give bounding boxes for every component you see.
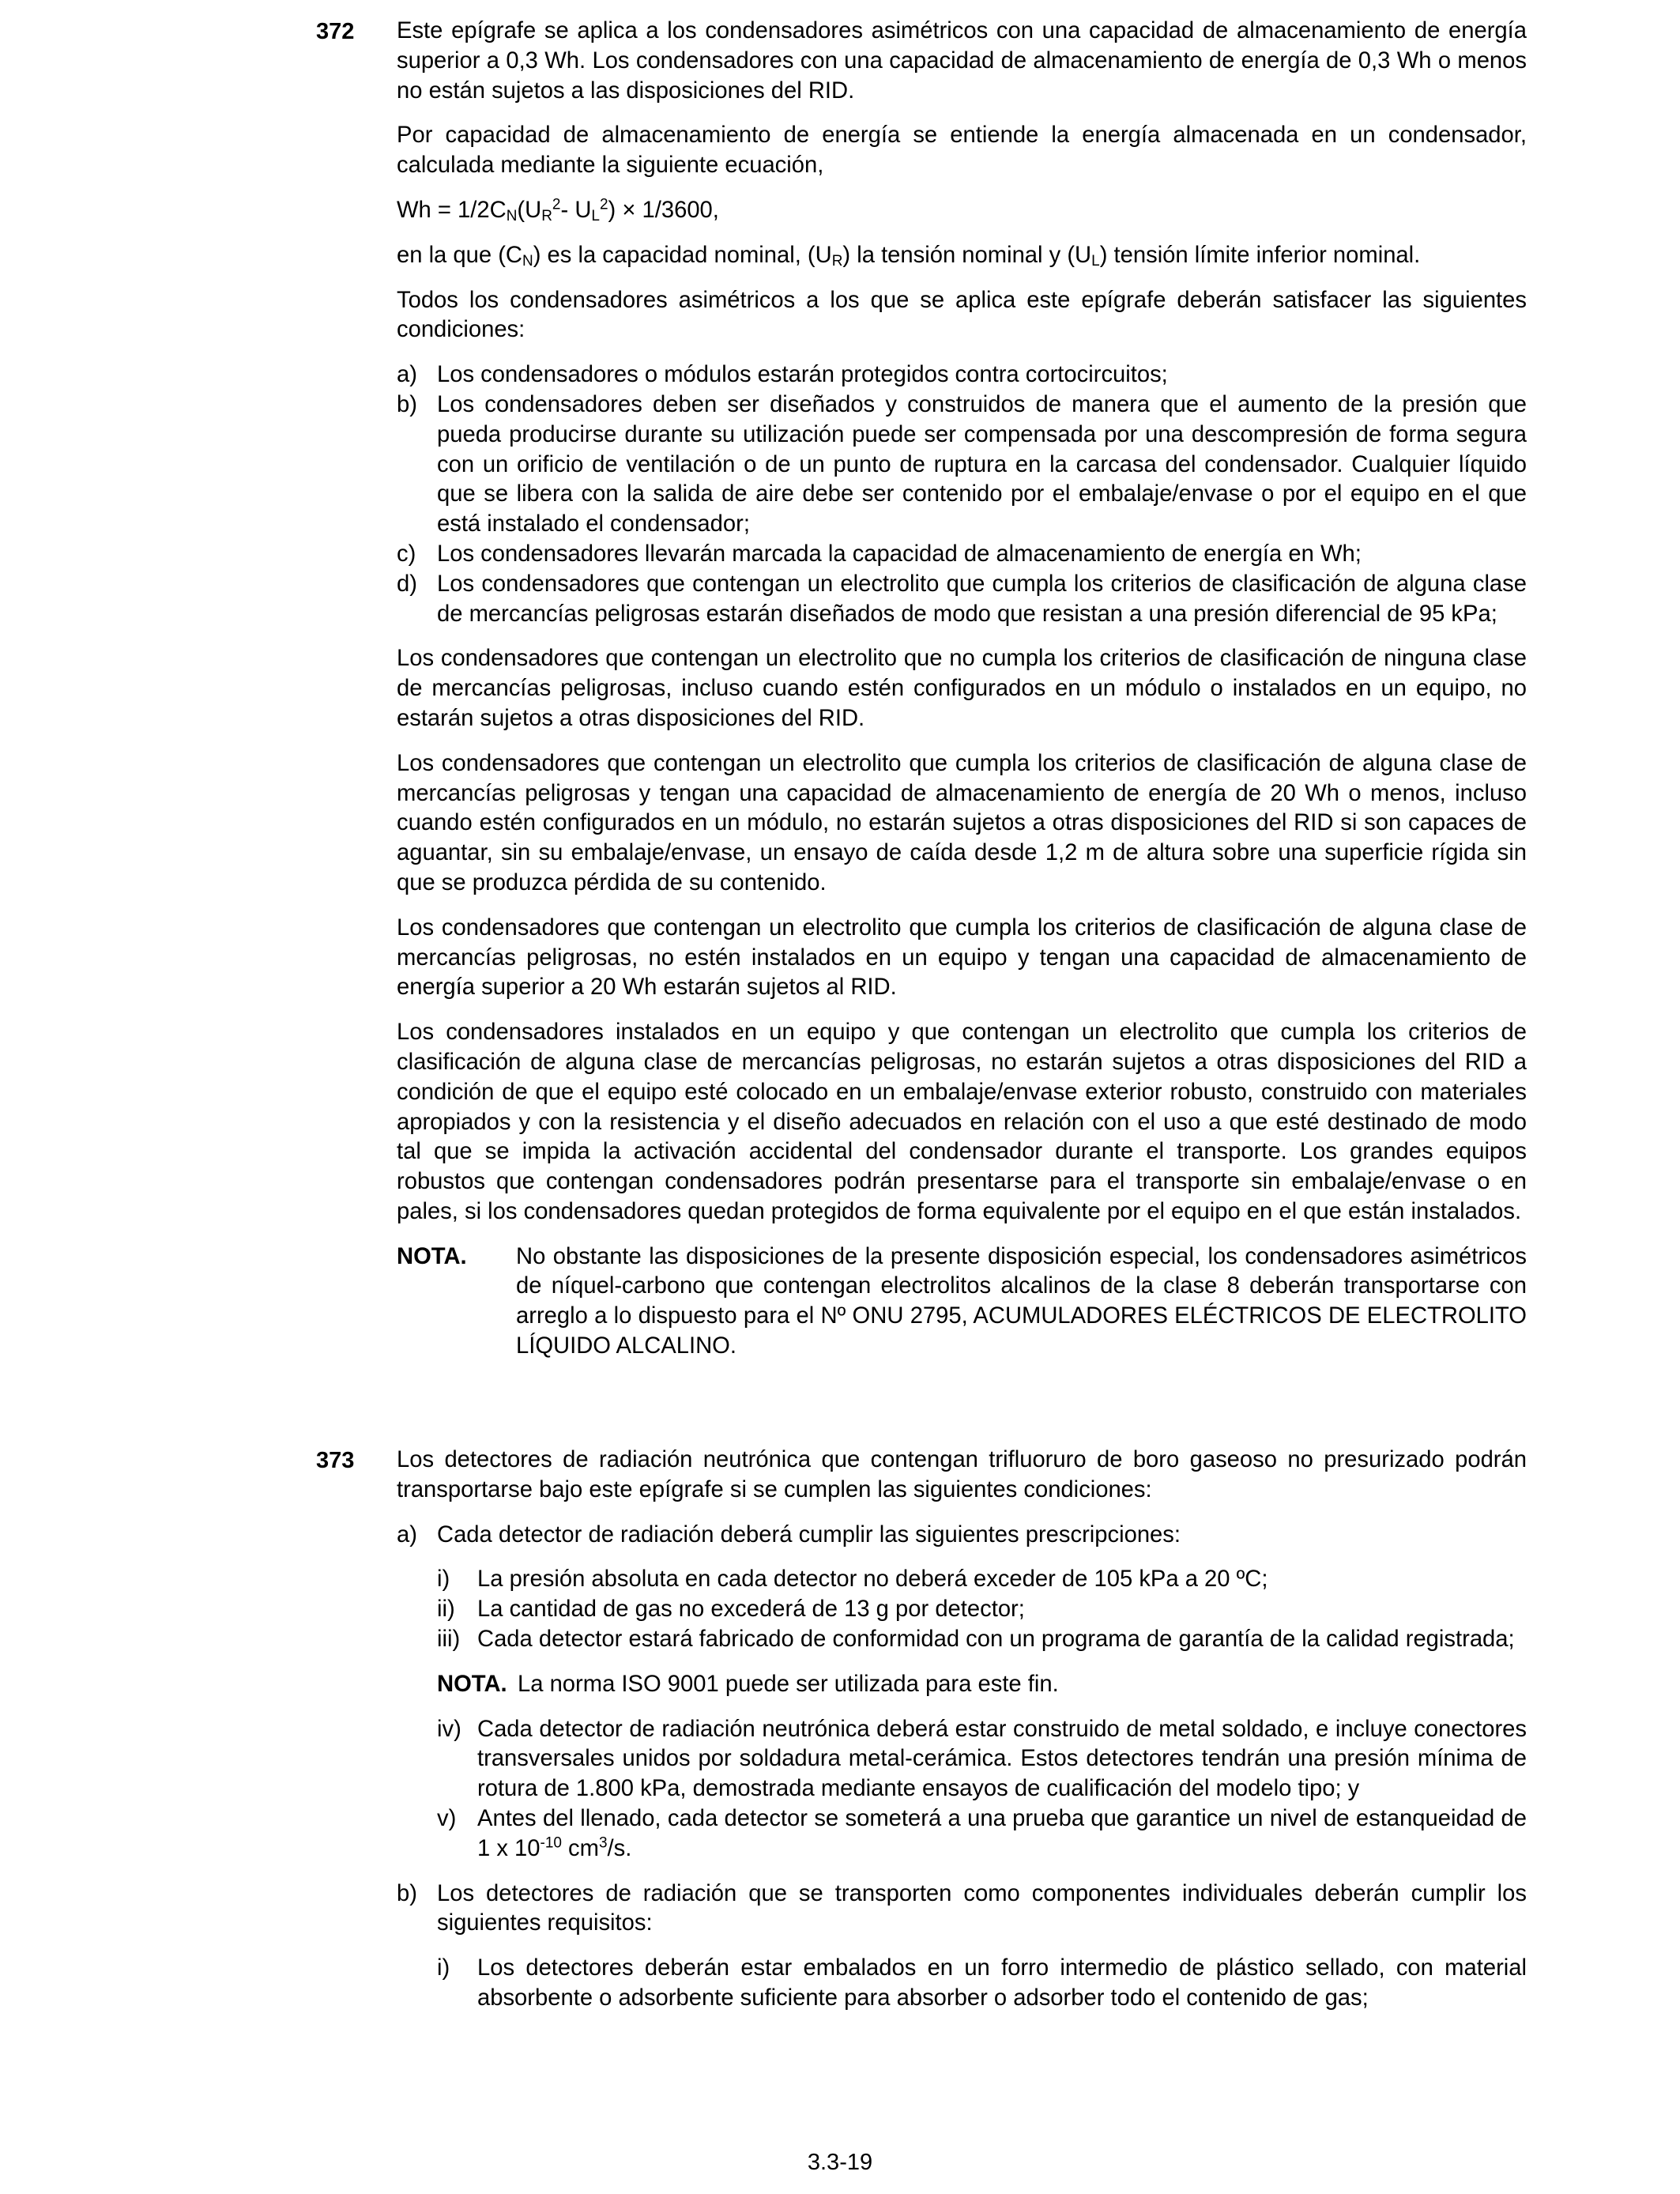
sublist-item-label: i) [437,1566,450,1593]
sublist-item [437,1804,1527,1864]
list-item-label: a) [397,1521,417,1547]
equation-part: ) × 1/3600, [608,197,719,223]
sublist-item-text: Cada detector de radiación neutrónica deberá estar construido de metal soldado, e incluye conectores transversales unidos por soldadura metal-cerámica. Estos detectores tendrán una presión mínima de rotura de 1.800 kPa, demostrada mediante ensayos de cualificación del modelo tipo; y [477,1716,1527,1802]
page-number: 3.3-19 [807,2150,873,2175]
paragraph-definition: Por capacidad de almacenamiento de energía se entiende la energía almacenada en un condensador, calculada mediante la siguiente ecuación, [397,123,1527,179]
where-part: ) la tensión nominal y (U [842,242,1092,268]
where-part: en la que (C [397,242,523,268]
sublist-item-label: i) [437,1955,450,1981]
where-part: ) es la capacidad nominal, (U [533,242,832,268]
equation-sup: 2 [552,196,561,213]
sublist-item-label: ii) [437,1596,455,1623]
list-item [397,360,1527,390]
text-part: /s. [607,1835,632,1861]
paragraph-intro: Los detectores de radiación neutrónica que contengan trifluoruro de boro gaseoso no presurizado podrán transportarse bajo este epígrafe si se cumplen las siguientes condiciones: [397,1447,1527,1502]
list-item-text: Los condensadores que contengan un electrolito que cumpla los criterios de clasificación de alguna clase de mercancías peligrosas estarán diseñados de modo que resistan a una presión diferencial de 95 kPa; [437,571,1527,627]
list-item [397,570,1527,630]
text-sup: -10 [540,1834,562,1852]
sublist-item-label: iii) [437,1626,461,1652]
equation-part: - U [560,197,592,223]
sublist-item-text [477,1804,1527,1864]
sublist-item-text: La cantidad de gas no excederá de 13 g por detector; [477,1596,1025,1623]
equation-part: (U [517,197,542,223]
paragraph: Los condensadores que contengan un electrolito que no cumpla los criterios de clasificación de ninguna clase de mercancías peligrosas, incluso cuando estén configurados en un módulo o instalados en un equipo, no estarán sujetos a otras disposiciones del RID. [397,646,1527,731]
paragraph-intro: Este epígrafe se aplica a los condensadores asimétricos con una capacidad de almacenamiento de energía superior a 0,3 Wh. Los condensadores con una capacidad de almacenamiento de energía de 0,3 Wh o menos no están sujetos a las disposiciones del RID. [397,18,1527,104]
note-label: NOTA. [437,1671,507,1697]
note-text: No obstante las disposiciones de la presente disposición especial, los condensadores asimétricos de níquel-carbono que contengan electrolitos alcalinos de la clase 8 deberán transportarse con arreglo a lo dispuesto para el Nº ONU 2795, ACUMULADORES ELÉCTRICOS DE ELECTROLITO LÍQUIDO ALCALINO. [516,1243,1527,1359]
note-label: NOTA. [397,1243,467,1269]
provision-372 [397,17,1527,1362]
list-item-text: Los detectores de radiación que se transporten como componentes individuales deberán cumplir los siguientes requisitos: [437,1880,1527,1936]
sublist-item [437,1715,1527,1804]
sublist [437,1565,1527,1864]
sublist-item-text: La presión absoluta en cada detector no deberá exceder de 105 kPa a 20 ºC; [477,1566,1268,1593]
text-part: cm [561,1835,599,1861]
conditions-list [397,360,1527,629]
sublist-item [437,1954,1527,2014]
list-item-text: Los condensadores llevarán marcada la capacidad de almacenamiento de energía en Wh; [437,541,1362,567]
list-item-label: c) [397,541,416,567]
list-item-label: d) [397,571,417,597]
sublist-item [437,1595,1527,1625]
list-item [397,390,1527,540]
note [397,1242,1527,1362]
sublist-item-text: Los detectores deberán estar embalados en un forro intermedio de plástico sellado, con material absorbente o adsorbente suficiente para absorber o adsorber todo el contenido de gas; [477,1955,1527,2011]
paragraph: Los condensadores instalados en un equipo y que contengan un electrolito que cumpla los criterios de clasificación de alguna clase de mercancías peligrosas, no estarán sujetos a otras disposiciones del RID a condición de que el equipo esté colocado en un embalaje/envase exterior robusto, construido con materiales apropiados y con la resistencia y el diseño adecuados en relación con el uso a que esté destinado de modo tal que se impida la activación accidental del condensador durante el transporte. Los grandes equipos robustos que contengan condensadores podrán presentarse para el transporte sin embalaje/envase o en pales, si los condensadores quedan protegidos de forma equivalente por el equipo en el que están instalados. [397,1020,1527,1224]
list-item-label: b) [397,1880,417,1906]
sublist [437,1954,1527,2014]
equation-part: Wh = 1/2C [397,197,507,223]
sublist-item-label: v) [437,1805,457,1831]
note-text: La norma ISO 9001 puede ser utilizada para este fin. [518,1671,1059,1697]
paragraph-where [397,241,1527,271]
where-sub: L [1091,252,1100,270]
list-item-b [397,1879,1527,1940]
list-item [397,540,1527,570]
equation [397,196,1527,226]
sublist-item [437,1625,1527,1655]
sublist-item-text: Cada detector estará fabricado de conformidad con un programa de garantía de la calidad registrada; [477,1626,1515,1652]
sublist-item [437,1565,1527,1595]
provision-number-373: 373 [316,1448,355,1473]
list-item-text: Los condensadores o módulos estarán protegidos contra cortocircuitos; [437,362,1168,388]
text-sup: 3 [598,1834,608,1852]
provision-number-372: 372 [316,19,355,44]
equation-sub: N [506,208,518,225]
equation-sub: R [541,208,552,225]
paragraph: Los condensadores que contengan un electrolito que cumpla los criterios de clasificación de alguna clase de mercancías peligrosas y tengan una capacidad de almacenamiento de energía de 20 Wh o menos, incluso cuando estén configurados en un módulo, no estarán sujetos a otras disposiciones del RID si son capaces de aguantar, sin su embalaje/envase, un ensayo de caída desde 1,2 m de altura sobre una superficie rígida sin que se produzca pérdida de su contenido. [397,750,1527,895]
note [437,1670,1527,1700]
list-item-label: a) [397,362,417,388]
sublist-item-label: iv) [437,1716,461,1742]
equation-sub: L [591,208,600,225]
provision-373 [397,1446,1527,2014]
paragraph-conditions: Todos los condensadores asimétricos a los que se aplica este epígrafe deberán satisfacer las siguientes condiciones: [397,287,1527,343]
list-item-label: b) [397,391,417,417]
where-sub: R [831,252,843,270]
where-part: ) tensión límite inferior nominal. [1099,242,1421,268]
where-sub: N [522,252,533,270]
text-part: Antes del llenado, cada detector se someterá a una prueba que garantice un nivel de estanqueidad de 1 x 10 [477,1805,1527,1861]
paragraph: Los condensadores que contengan un electrolito que cumpla los criterios de clasificación de alguna clase de mercancías peligrosas, no estén instalados en un equipo y tengan una capacidad de almacenamiento de energía superior a 20 Wh estarán sujetos al RID. [397,914,1527,1001]
list-item-a [397,1521,1527,1551]
list-item-text: Los condensadores deben ser diseñados y construidos de manera que el aumento de la presión que pueda producirse durante su utilización puede ser compensada por una descompresión de forma segura con un orificio de ventilación o de un punto de ruptura en la carcasa del condensador. Cualquier líquido que se libera con la salida de aire debe ser contenido por el embalaje/envase o por el equipo en el que está instalado el condensador; [437,391,1527,537]
equation-sup: 2 [599,196,608,213]
list-item-text: Cada detector de radiación deberá cumplir las siguientes prescripciones: [437,1521,1181,1547]
